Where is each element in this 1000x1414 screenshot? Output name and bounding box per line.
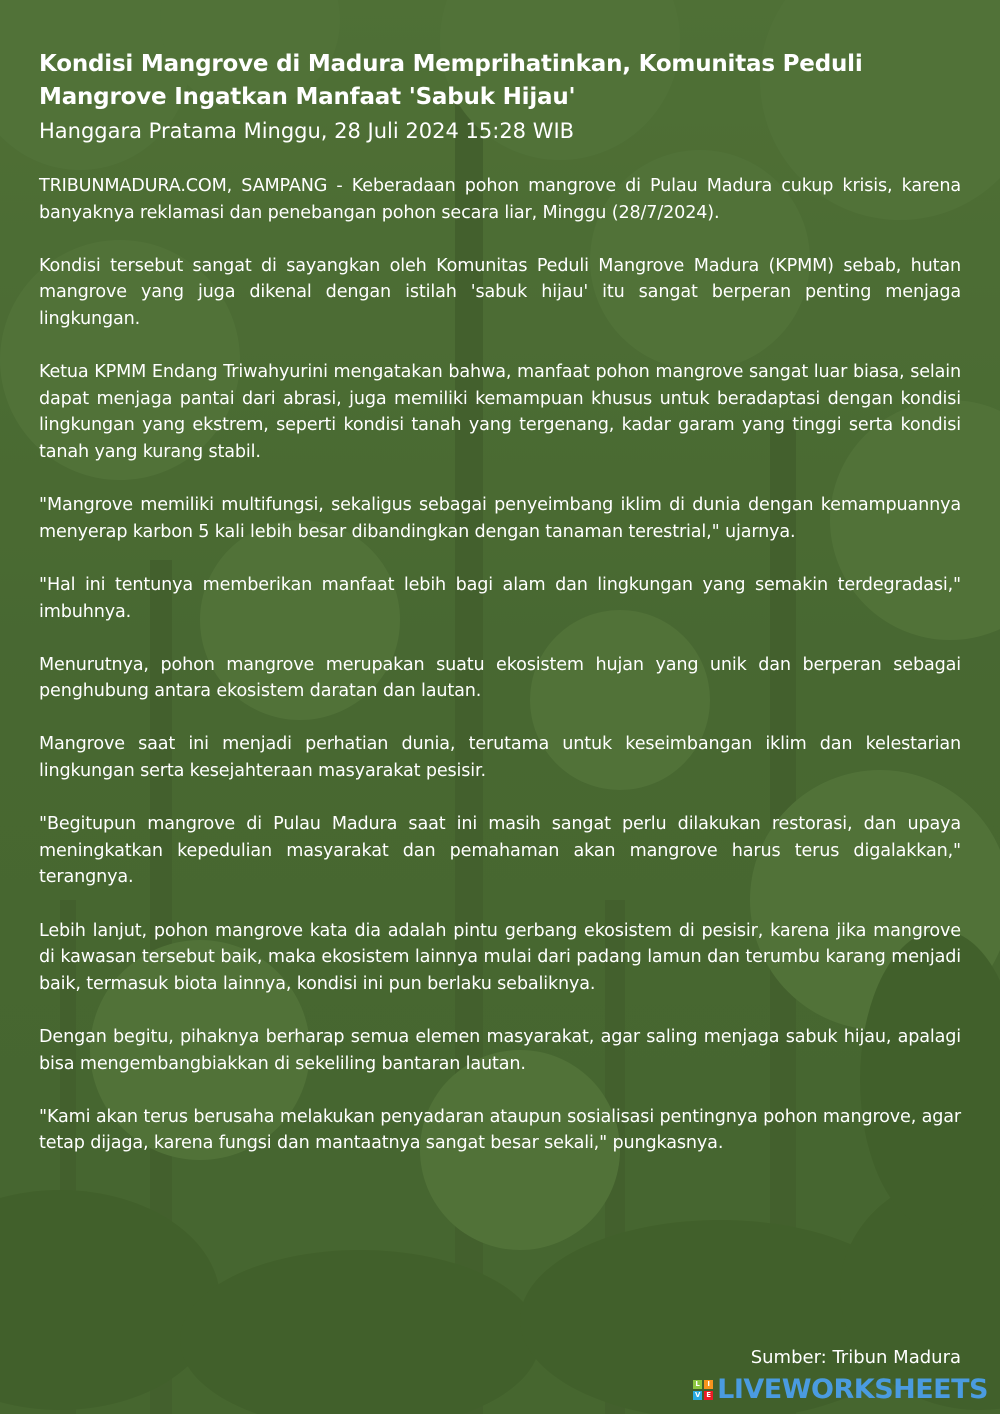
article-body xyxy=(39,173,961,1157)
paragraph: "Hal ini tentunya memberikan manfaat lebih bagi alam dan lingkungan yang semakin terdegradasi," imbuhnya. xyxy=(39,574,961,622)
article-title: Kondisi Mangrove di Madura Memprihatinkan, Komunitas Peduli Mangrove Ingatkan Manfaat 'Sabuk Hijau' xyxy=(39,51,863,110)
logo-letter: E xyxy=(704,1391,713,1400)
paragraph: TRIBUNMADURA.COM, SAMPANG - Keberadaan pohon mangrove di Pulau Madura cukup krisis, karena banyaknya reklamasi dan penebangan pohon secara liar, Minggu (28/7/2024). xyxy=(39,176,961,223)
logo-letter: V xyxy=(694,1390,701,1399)
liveworksheets-logo[interactable] xyxy=(693,1374,988,1405)
paragraph: "Begitupun mangrove di Pulau Madura saat ini masih sangat perlu dilakukan restorasi, dan upaya meningkatkan kepedulian masyarakat dan pemahaman akan mangrove harus terus digalakkan," terangnya. xyxy=(39,814,961,888)
logo-letter: I xyxy=(704,1380,713,1389)
paragraph: Dengan begitu, pihaknya berharap semua elemen masyarakat, agar saling menjaga sabuk hijau, apalagi bisa mengembangbiakkan di sekeliling bantaran lautan. xyxy=(39,1027,961,1074)
logo-wordmark: LIVEWORKSHEETS xyxy=(717,1374,988,1405)
paragraph: Mangrove saat ini menjadi perhatian dunia, terutama untuk keseimbangan iklim dan kelestarian lingkungan serta kesejahteraan masyarakat pesisir. xyxy=(39,734,961,782)
paragraph: "Mangrove memiliki multifungsi, sekaligus sebagai penyeimbang iklim di dunia dengan kemampuannya menyerap karbon 5 kali lebih besar dibandingkan dengan tanaman terestrial," ujarnya. xyxy=(39,495,961,542)
article-source: Sumber: Tribun Madura xyxy=(750,1347,961,1368)
article-byline: Hanggara Pratama Minggu, 28 Juli 2024 15:28 WIB xyxy=(39,119,575,143)
logo-letter: L xyxy=(693,1380,702,1389)
paragraph: "Kami akan terus berusaha melakukan penyadaran ataupun sosialisasi pentingnya pohon mangrove, agar tetap dijaga, karena fungsi dan mantaatnya sangat besar sekali," pungkasnya. xyxy=(39,1106,961,1154)
paragraph: Ketua KPMM Endang Triwahyurini mengatakan bahwa, manfaat pohon mangrove sangat luar biasa, selain dapat menjaga pantai dari abrasi, juga memiliki kemampuan khusus untuk beradaptasi dengan kondisi lingkungan yang ekstrem, seperti kondisi tanah yang tergenang, kadar garam yang tinggi serta kondisi tanah yang kurang stabil. xyxy=(39,362,961,462)
paragraph: Lebih lanjut, pohon mangrove kata dia adalah pintu gerbang ekosistem di pesisir, karena jika mangrove di kawasan tersebut baik, maka ekosistem lainnya mulai dari padang lamun dan terumbu karang menjadi baik, termasuk biota lainnya, kondisi ini pun berlaku sebaliknya. xyxy=(39,920,961,994)
paragraph: Menurutnya, pohon mangrove merupakan suatu ekosistem hujan yang unik dan berperan sebagai penghubung antara ekosistem daratan dan lautan. xyxy=(39,654,961,702)
article xyxy=(39,48,961,1184)
paragraph: Kondisi tersebut sangat di sayangkan oleh Komunitas Peduli Mangrove Madura (KPMM) sebab, hutan mangrove yang juga dikenal dengan istilah 'sabuk hijau' itu sangat berperan penting menjaga lingkungan. xyxy=(39,255,961,329)
logo-icon xyxy=(693,1380,713,1400)
